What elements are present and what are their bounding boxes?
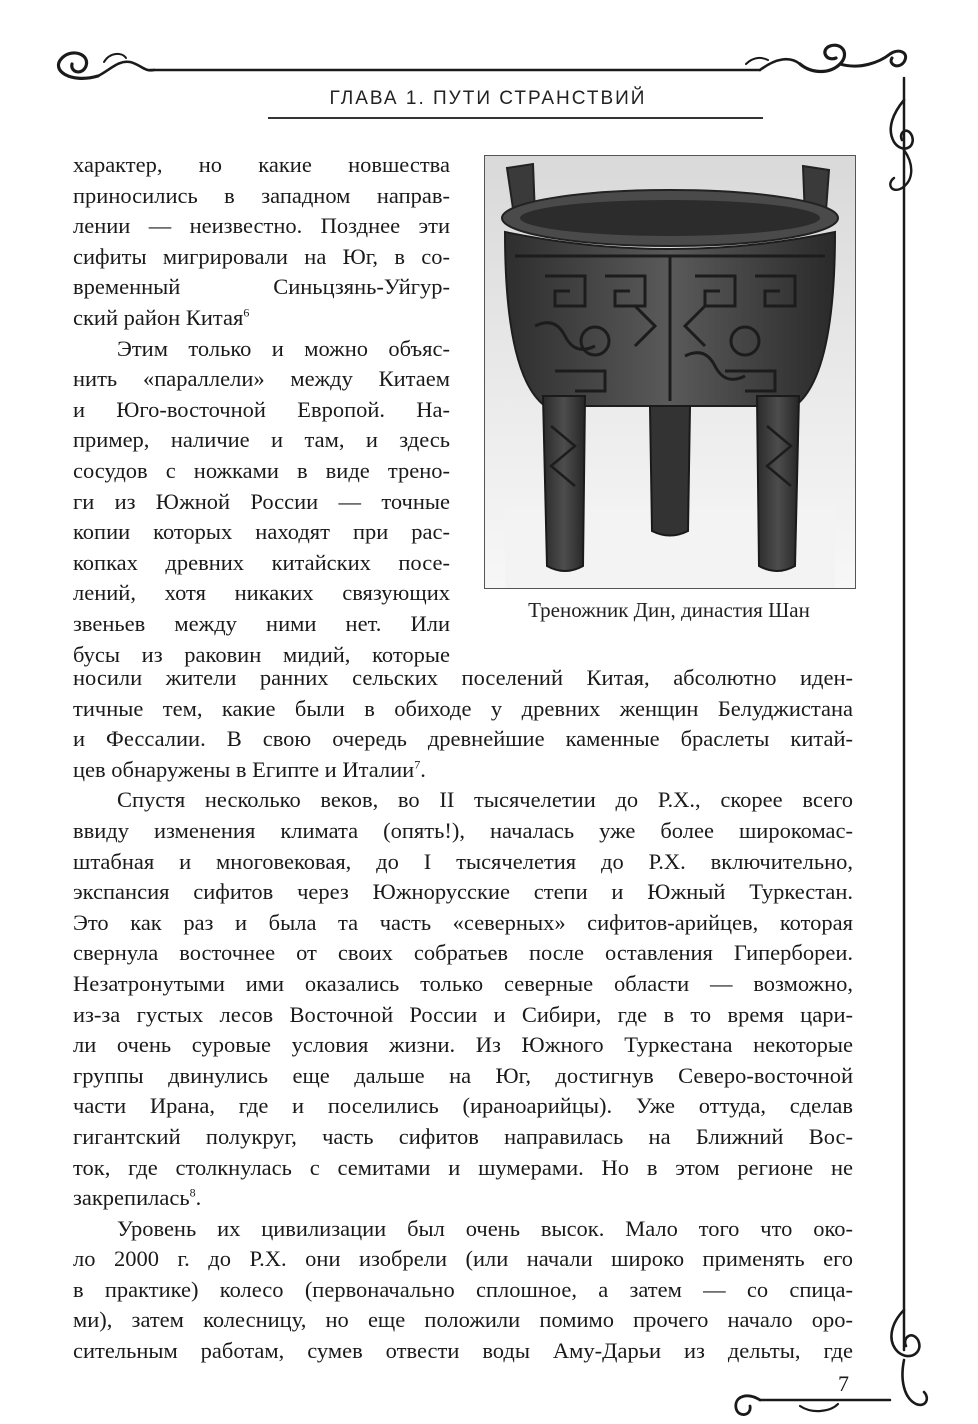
text-line: копках древних китайских посе-: [73, 549, 450, 575]
wide-text-column: [73, 663, 853, 1367]
text-line: ги из Южной России — точные: [73, 488, 450, 514]
header-rule: [268, 117, 763, 119]
text-line: нить «параллели» между Китаем: [73, 366, 450, 392]
text-line: бусы из раковин мидий, которые: [73, 641, 450, 667]
text-line: ток, где столкнулась с семитами и шумерами. Но в этом регионе не: [73, 1154, 853, 1180]
running-title: ГЛАВА 1. ПУТИ СТРАНСТВИЙ: [329, 88, 647, 109]
text-line: цев обнаружены в Египте и Италии$^7$.: [73, 756, 426, 782]
text-line: копии которых находят при рас-: [73, 519, 450, 545]
text-line: Спустя несколько веков, во II тысячелетии до Р.Х., скорее всего: [117, 787, 853, 813]
text-line: носили жители ранних сельских поселений Китая, абсолютно иден-: [73, 665, 853, 690]
text-line: и Юго-восточной Европой. На-: [73, 396, 450, 422]
text-line: ми), затем колесницу, но еще положили помимо прочего начало оро-: [73, 1307, 853, 1333]
text-line: характер, но какие новшества: [73, 152, 450, 177]
text-line: Незатронутыми ими оказались только северные области — возможно,: [73, 970, 853, 996]
narrow-text-column: [73, 150, 450, 670]
text-line: Уровень их цивилизации был очень высок. Мало того что око-: [117, 1215, 853, 1241]
text-line: в практике) колесо (первоначально сплошное, а затем — со спица-: [73, 1276, 853, 1302]
footnote-ref: 7: [414, 757, 421, 772]
text-line: тичные тем, какие были в обиходе у древних женщин Белуджистана: [73, 695, 853, 721]
text-line: Это как раз и была та часть «северных» сифитов-арийцев, которая: [73, 909, 853, 935]
text-line-content: закрепилась: [73, 1185, 190, 1211]
text-line-content: цев обнаружены в Египте и Италии: [73, 756, 415, 782]
text-line: ли очень суровые условия жизни. Из Южного Туркестана некоторые: [73, 1032, 853, 1058]
page-number: 7: [838, 1371, 849, 1396]
text-line: ввиду изменения климата (опять!), началась уже более широкомас-: [73, 817, 853, 843]
text-line: из-за густых лесов Восточной России и Сибири, где в то время цари-: [73, 1001, 853, 1027]
text-line: закрепилась$^8$.: [73, 1185, 202, 1211]
text-line: штабная и многовековая, до I тысячелетия до Р.Х. включительно,: [73, 848, 853, 874]
text-line: [73, 303, 450, 334]
text-line: сосудов с ножками в виде трено-: [73, 457, 450, 483]
figure-caption: Треножник Дин, династия Шан: [528, 598, 810, 622]
bronze-ding-tripod-image: [485, 156, 855, 588]
footnote-ref: 8: [189, 1185, 196, 1200]
figure-image: [484, 155, 856, 589]
text-line: сифиты мигрировали на Юг, в со-: [73, 243, 450, 269]
text-line: группы двинулись еще дальше на Юг, достигнув Северо-восточной: [73, 1062, 853, 1088]
text-line: лений, хотя никаких связующих: [73, 580, 450, 606]
text-line: части Ирана, где и поселились (ираноарийцы). Уже оттуда, сделав: [73, 1093, 853, 1119]
text-line: ло 2000 г. до Р.Х. они изобрели (или начали широко применять его: [73, 1246, 853, 1272]
text-line: сительным работам, сумев отвести воды Аму-Дарьи из дельты, где: [73, 1338, 853, 1364]
text-line: звеньев между ними нет. Или: [73, 610, 450, 636]
text-line: свернула восточнее от своих собратьев после оставления Гипербореи.: [73, 940, 853, 966]
text-line: приносились в западном направ-: [73, 182, 450, 208]
text-line: лении — неизвестно. Позднее эти: [73, 213, 450, 239]
text-line: пример, наличие и там, и здесь: [73, 427, 450, 453]
text-line: экспансия сифитов через Южнорусские степи и Южный Туркестан.: [73, 879, 853, 905]
footnote-ref: 6: [243, 305, 250, 320]
text-line: Этим только и можно объяс-: [117, 335, 450, 361]
text-line: гигантский полукруг, часть сифитов направилась на Ближний Вос-: [73, 1123, 853, 1149]
text-line: и Фессалии. В свою очередь древнейшие каменные браслеты китай-: [73, 726, 853, 752]
text-line-content: ский район Китая: [73, 304, 244, 330]
text-line: временный Синьцзянь-Уйгур-: [73, 274, 450, 300]
